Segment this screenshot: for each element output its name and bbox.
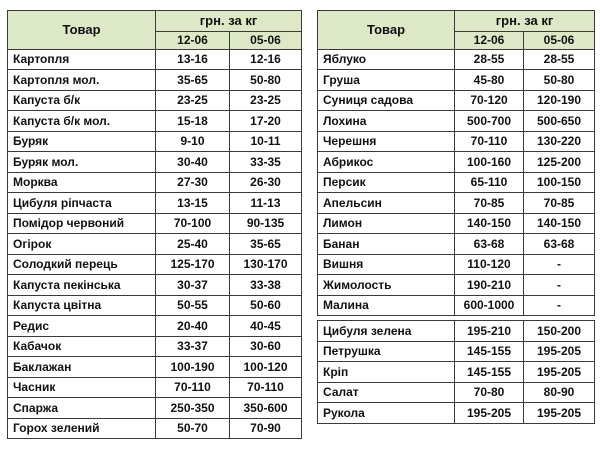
product-name-cell: Картопля xyxy=(8,49,156,70)
price-date-2-cell: 195-205 xyxy=(524,362,595,383)
table-row xyxy=(8,111,302,132)
table-row xyxy=(8,213,302,234)
table-row xyxy=(8,49,302,70)
product-name-cell: Салат xyxy=(318,382,455,403)
price-date-1-cell: 145-155 xyxy=(455,341,524,362)
product-name-cell: Баклажан xyxy=(8,357,156,378)
product-name-cell: Капуста б/к мол. xyxy=(8,111,156,132)
price-date-1-cell: 145-155 xyxy=(455,362,524,383)
table-row xyxy=(8,377,302,398)
product-name-cell: Спаржа xyxy=(8,398,156,419)
table-row xyxy=(318,295,595,316)
product-name-cell: Цибуля ріпчаста xyxy=(8,193,156,214)
price-date-2-cell: 30-60 xyxy=(230,336,302,357)
table-row xyxy=(8,193,302,214)
price-date-2-cell: 23-25 xyxy=(230,90,302,111)
price-date-2-cell: 350-600 xyxy=(230,398,302,419)
price-date-2-cell: 140-150 xyxy=(524,213,595,234)
price-date-2-cell: 12-16 xyxy=(230,49,302,70)
product-name-cell: Вишня xyxy=(318,254,455,275)
price-date-1-cell: 500-700 xyxy=(455,111,524,132)
price-date-1-cell: 195-210 xyxy=(455,321,524,342)
price-date-2-cell: 120-190 xyxy=(524,90,595,111)
product-name-cell: Рукола xyxy=(318,403,455,424)
header-product: Товар xyxy=(8,11,156,50)
product-name-cell: Банан xyxy=(318,234,455,255)
header-unit: грн. за кг xyxy=(156,11,302,32)
price-date-2-cell: 33-38 xyxy=(230,275,302,296)
price-date-2-cell: 125-200 xyxy=(524,152,595,173)
table-row xyxy=(318,362,595,383)
product-name-cell: Груша xyxy=(318,70,455,91)
product-name-cell: Лохина xyxy=(318,111,455,132)
table-row xyxy=(318,213,595,234)
product-name-cell: Малина xyxy=(318,295,455,316)
price-date-1-cell: 13-16 xyxy=(156,49,230,70)
price-date-2-cell: - xyxy=(524,254,595,275)
price-date-1-cell: 195-205 xyxy=(455,403,524,424)
table-row xyxy=(8,131,302,152)
table-row xyxy=(318,403,595,424)
table-row xyxy=(8,254,302,275)
price-date-2-cell: 500-650 xyxy=(524,111,595,132)
price-date-2-cell: 33-35 xyxy=(230,152,302,173)
price-date-1-cell: 63-68 xyxy=(455,234,524,255)
price-date-2-cell: 40-45 xyxy=(230,316,302,337)
table-row xyxy=(318,275,595,296)
price-date-2-cell: 100-120 xyxy=(230,357,302,378)
price-date-1-cell: 70-100 xyxy=(156,213,230,234)
price-date-1-cell: 33-37 xyxy=(156,336,230,357)
price-date-1-cell: 9-10 xyxy=(156,131,230,152)
table-row xyxy=(318,152,595,173)
price-date-1-cell: 30-37 xyxy=(156,275,230,296)
price-date-1-cell: 25-40 xyxy=(156,234,230,255)
table-row xyxy=(8,234,302,255)
price-date-1-cell: 70-80 xyxy=(455,382,524,403)
price-date-2-cell: 130-220 xyxy=(524,131,595,152)
price-date-2-cell: 63-68 xyxy=(524,234,595,255)
table-row xyxy=(318,254,595,275)
table-row xyxy=(8,275,302,296)
product-name-cell: Петрушка xyxy=(318,341,455,362)
table-row xyxy=(318,321,595,342)
product-name-cell: Кріп xyxy=(318,362,455,383)
product-name-cell: Картопля мол. xyxy=(8,70,156,91)
price-date-1-cell: 30-40 xyxy=(156,152,230,173)
price-date-2-cell: 50-60 xyxy=(230,295,302,316)
header-date-2: 05-06 xyxy=(230,31,302,49)
price-date-2-cell: 26-30 xyxy=(230,172,302,193)
table-row xyxy=(8,70,302,91)
product-name-cell: Солодкий перець xyxy=(8,254,156,275)
header-date-1: 12-06 xyxy=(455,31,524,49)
price-date-1-cell: 100-160 xyxy=(455,152,524,173)
price-date-2-cell: 50-80 xyxy=(230,70,302,91)
price-date-2-cell: - xyxy=(524,275,595,296)
table-row xyxy=(8,357,302,378)
price-date-2-cell: 80-90 xyxy=(524,382,595,403)
price-date-1-cell: 27-30 xyxy=(156,172,230,193)
price-date-1-cell: 28-55 xyxy=(455,49,524,70)
table-row xyxy=(8,295,302,316)
price-date-1-cell: 20-40 xyxy=(156,316,230,337)
header-unit: грн. за кг xyxy=(455,11,595,32)
price-date-2-cell: 17-20 xyxy=(230,111,302,132)
price-date-1-cell: 100-190 xyxy=(156,357,230,378)
product-name-cell: Часник xyxy=(8,377,156,398)
price-date-1-cell: 35-65 xyxy=(156,70,230,91)
table-row xyxy=(8,316,302,337)
price-date-2-cell: 100-150 xyxy=(524,172,595,193)
product-name-cell: Суниця садова xyxy=(318,90,455,111)
price-date-1-cell: 140-150 xyxy=(455,213,524,234)
price-date-2-cell: 195-205 xyxy=(524,341,595,362)
table-row xyxy=(318,90,595,111)
product-name-cell: Морква xyxy=(8,172,156,193)
product-name-cell: Капуста пекінська xyxy=(8,275,156,296)
product-name-cell: Редис xyxy=(8,316,156,337)
price-date-2-cell: 70-90 xyxy=(230,418,302,439)
price-date-1-cell: 50-55 xyxy=(156,295,230,316)
product-name-cell: Горох зелений xyxy=(8,418,156,439)
vegetable-price-table xyxy=(7,10,302,439)
price-date-1-cell: 50-70 xyxy=(156,418,230,439)
table-row xyxy=(8,418,302,439)
price-date-2-cell: 28-55 xyxy=(524,49,595,70)
table-row xyxy=(318,111,595,132)
price-date-1-cell: 600-1000 xyxy=(455,295,524,316)
product-name-cell: Абрикос xyxy=(318,152,455,173)
header-date-2: 05-06 xyxy=(524,31,595,49)
product-name-cell: Капуста б/к xyxy=(8,90,156,111)
price-date-2-cell: 50-80 xyxy=(524,70,595,91)
price-date-2-cell: 70-110 xyxy=(230,377,302,398)
price-date-2-cell: 11-13 xyxy=(230,193,302,214)
price-date-2-cell: 150-200 xyxy=(524,321,595,342)
price-date-1-cell: 13-15 xyxy=(156,193,230,214)
price-date-2-cell: 10-11 xyxy=(230,131,302,152)
table-row xyxy=(318,70,595,91)
price-date-1-cell: 190-210 xyxy=(455,275,524,296)
table-row xyxy=(318,382,595,403)
price-date-1-cell: 110-120 xyxy=(455,254,524,275)
table-row xyxy=(318,131,595,152)
product-name-cell: Помідор червоний xyxy=(8,213,156,234)
price-date-1-cell: 15-18 xyxy=(156,111,230,132)
price-date-2-cell: 35-65 xyxy=(230,234,302,255)
table-row xyxy=(318,193,595,214)
table-row xyxy=(318,49,595,70)
product-name-cell: Лимон xyxy=(318,213,455,234)
price-date-2-cell: - xyxy=(524,295,595,316)
header-product: Товар xyxy=(318,11,455,50)
table-row xyxy=(318,341,595,362)
product-name-cell: Черешня xyxy=(318,131,455,152)
table-row xyxy=(8,398,302,419)
product-name-cell: Огірок xyxy=(8,234,156,255)
header-date-1: 12-06 xyxy=(156,31,230,49)
price-date-1-cell: 70-110 xyxy=(455,131,524,152)
table-row xyxy=(8,152,302,173)
product-name-cell: Персик xyxy=(318,172,455,193)
price-date-2-cell: 90-135 xyxy=(230,213,302,234)
product-name-cell: Яблуко xyxy=(318,49,455,70)
price-date-1-cell: 23-25 xyxy=(156,90,230,111)
herbs-price-table xyxy=(317,320,595,424)
fruit-price-table xyxy=(317,10,595,316)
price-date-1-cell: 70-120 xyxy=(455,90,524,111)
product-name-cell: Буряк мол. xyxy=(8,152,156,173)
table-row xyxy=(318,172,595,193)
price-date-1-cell: 70-110 xyxy=(156,377,230,398)
table-row xyxy=(318,234,595,255)
price-date-1-cell: 250-350 xyxy=(156,398,230,419)
price-date-2-cell: 130-170 xyxy=(230,254,302,275)
product-name-cell: Апельсин xyxy=(318,193,455,214)
product-name-cell: Цибуля зелена xyxy=(318,321,455,342)
price-date-1-cell: 125-170 xyxy=(156,254,230,275)
price-date-2-cell: 195-205 xyxy=(524,403,595,424)
price-date-1-cell: 65-110 xyxy=(455,172,524,193)
price-date-2-cell: 70-85 xyxy=(524,193,595,214)
table-row xyxy=(8,336,302,357)
product-name-cell: Жимолость xyxy=(318,275,455,296)
price-date-1-cell: 45-80 xyxy=(455,70,524,91)
table-row xyxy=(8,90,302,111)
table-row xyxy=(8,172,302,193)
price-date-1-cell: 70-85 xyxy=(455,193,524,214)
product-name-cell: Капуста цвітна xyxy=(8,295,156,316)
product-name-cell: Кабачок xyxy=(8,336,156,357)
product-name-cell: Буряк xyxy=(8,131,156,152)
